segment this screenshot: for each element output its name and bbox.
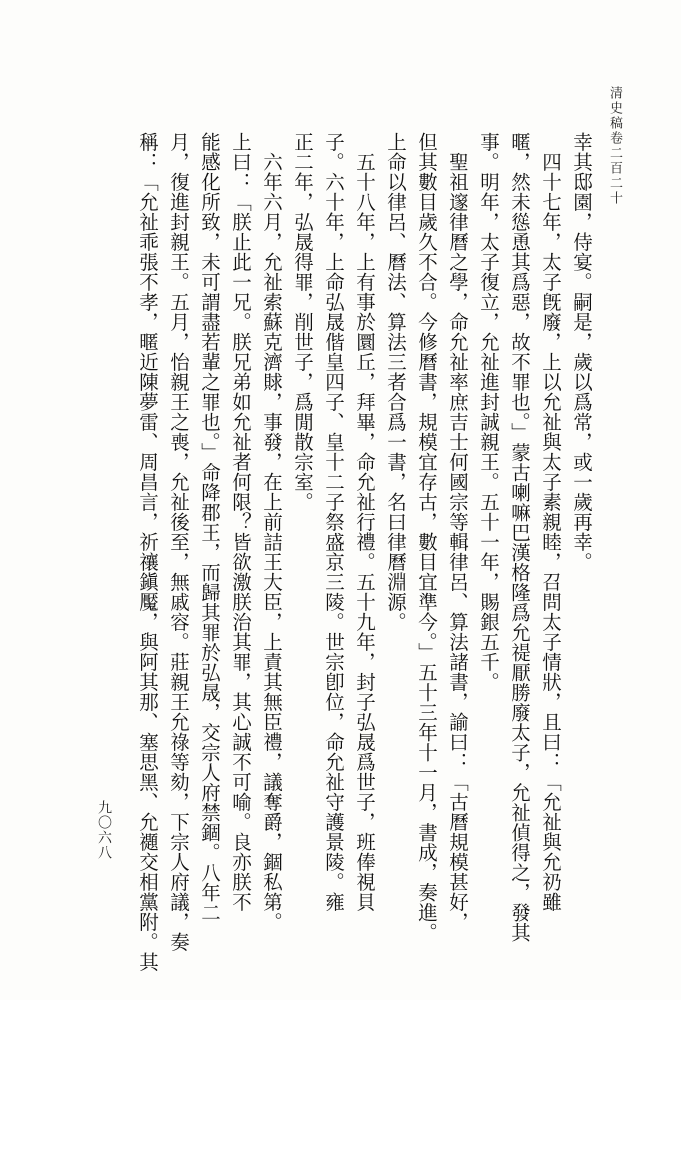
text-column bbox=[412, 0, 440, 1132]
column-text: 上命以律呂、曆法、算法三者合爲一書，名曰律曆淵源。 bbox=[384, 132, 407, 632]
text-column bbox=[319, 0, 347, 1132]
text-column bbox=[505, 0, 533, 1132]
text-column bbox=[288, 0, 316, 1132]
column-text: 四十七年，太子旣廢，上以允祉與太子素親睦，召問太子情狀，且曰：「允祉與允礽雖 bbox=[539, 152, 562, 912]
column-text: 能感化所致，未可謂盡若輩之罪也。」命降郡王，而歸其罪於弘晟，交宗人府禁錮。八年二 bbox=[198, 132, 221, 923]
column-text: 六年六月，允祉索蘇克濟賕，事發，在上前詰王大臣，上責其無臣禮，議奪爵，錮私第。 bbox=[260, 152, 283, 932]
text-column bbox=[226, 0, 254, 1132]
column-text: 稱：「允祉乖張不孝，暱近陳夢雷、周昌言，祈禳鎭魘，與阿其那、塞思黑、允禵交相黨附。其 bbox=[136, 132, 159, 972]
column-text: 事。明年，太子復立，允祉進封誠親王。五十一年，賜銀五千。 bbox=[477, 132, 500, 692]
text-column bbox=[195, 0, 223, 1132]
column-text: 月，復進封親王。五月，怡親王之喪，允祉後至，無戚容。莊親王允祿等劾，下宗人府議，奏 bbox=[167, 132, 190, 952]
text-column bbox=[381, 0, 409, 1132]
text-column bbox=[133, 0, 161, 1132]
column-text: 上曰：「朕止此一兄。朕兄弟如允祉者何限？皆欲激朕治其罪，其心誠不可喻。良亦朕不 bbox=[229, 132, 252, 912]
text-column bbox=[536, 0, 564, 1152]
column-text: 聖祖邃律曆之學，命允祉率庶吉士何國宗等輯律呂、算法諸書，諭曰：「古曆規模甚好， bbox=[446, 152, 469, 932]
page-number: 九〇六八 bbox=[96, 800, 112, 860]
text-column bbox=[350, 0, 378, 1152]
text-column bbox=[164, 0, 192, 1132]
column-text: 正二年，弘晟得罪，削世子，爲閒散宗室。 bbox=[291, 132, 314, 512]
column-text: 幸其邸園，侍宴。嗣是，歲以爲常，或一歲再幸。 bbox=[570, 132, 593, 572]
running-header: 清史稿卷二百二十 bbox=[607, 86, 622, 206]
column-text: 暱，然未慫恿其爲惡，故不罪也。」蒙古喇嘛巴漢格隆爲允禔厭勝廢太子，允祉偵得之，發其 bbox=[508, 132, 531, 943]
column-text: 但其數目歲久不合。今修曆書，規模宜存古，數目宜準今。」五十三年十一月，書成，奏進。 bbox=[415, 132, 438, 943]
column-text: 子。六十年，上命弘晟偕皇四子、皇十二子祭盛京三陵。世宗卽位，命允祉守護景陵。雍 bbox=[322, 132, 345, 912]
text-column bbox=[443, 0, 471, 1152]
text-column bbox=[567, 0, 595, 1132]
text-column bbox=[474, 0, 502, 1132]
column-text: 五十八年，上有事於圜丘，拜畢，命允祉行禮。五十九年，封子弘晟爲世子，班俸視貝 bbox=[353, 152, 376, 912]
text-column bbox=[257, 0, 285, 1152]
